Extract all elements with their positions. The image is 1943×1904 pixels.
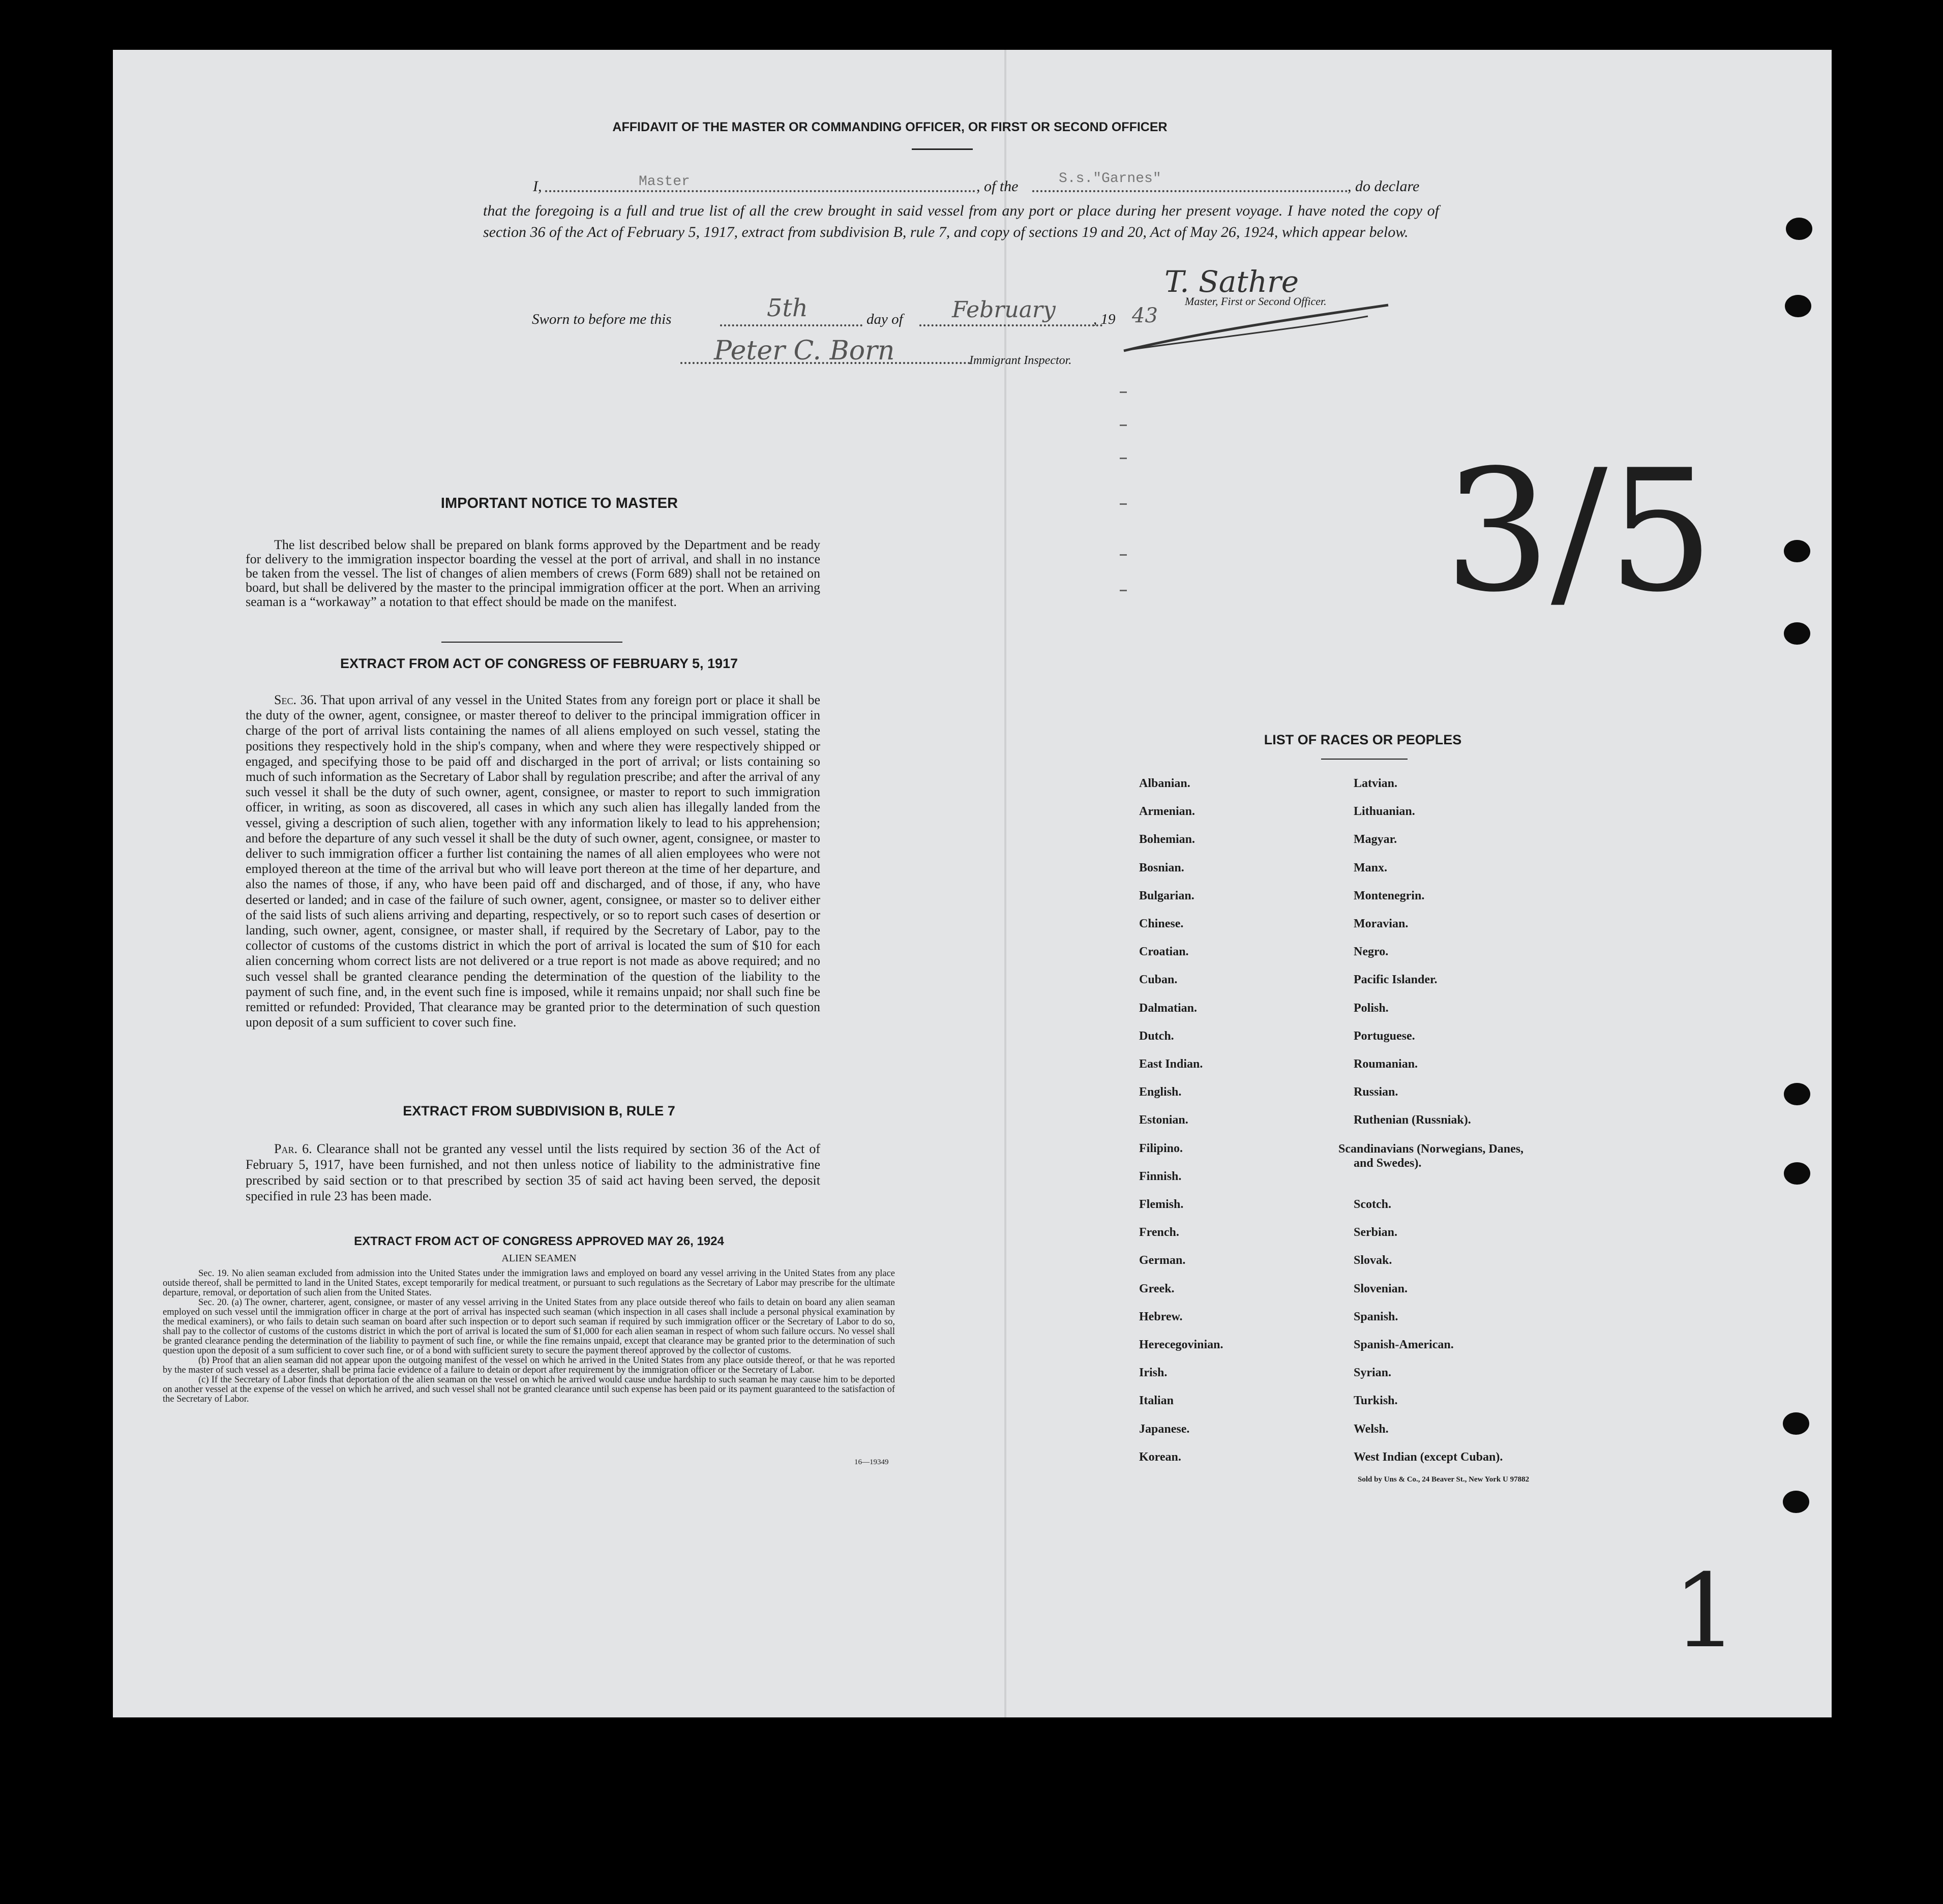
extract-1917-title: EXTRACT FROM ACT OF CONGRESS OF FEBRUARY 5, 1917 [340, 656, 738, 671]
race-item: Montenegrin. [1354, 889, 1425, 902]
name-line [545, 190, 975, 192]
race-item: Lithuanian. [1354, 805, 1415, 819]
race-item: Moravian. [1354, 917, 1409, 930]
par-6-label: Par. 6. [274, 1141, 312, 1156]
race-item: Magyar. [1354, 833, 1397, 847]
race-item: Filipino. [1139, 1141, 1183, 1155]
master-caption: Master, First or Second Officer. [1185, 295, 1327, 308]
margin-tick [1120, 391, 1127, 393]
punch-hole [1784, 622, 1810, 645]
punch-hole [1784, 540, 1810, 562]
of-the-label: , of the [976, 178, 1019, 195]
seller-note: Sold by Uns & Co., 24 Beaver St., New York U 97882 [1358, 1475, 1530, 1484]
affidavit-title: AFFIDAVIT OF THE MASTER OR COMMANDING OFFICER, OR FIRST OR SECOND OFFICER [612, 120, 1168, 134]
margin-tick [1120, 503, 1127, 505]
race-item: Herecegovinian. [1139, 1338, 1223, 1351]
race-item: Manx. [1354, 861, 1387, 874]
race-item: German. [1139, 1254, 1186, 1267]
sec-19: Sec. 19. No alien seaman excluded from admission into the United States under the immigration laws and employed on board any vessel arriving in the United States from any place outside thereof, shall be permitted to land in the United States, except temporarily for medical treatment, or pursuant to such regulations as the Secretary of Labor may prescribe for the ultimate departure, removal, or deportation of such alien from the United States. [163, 1268, 895, 1298]
vessel-line [1032, 190, 1348, 192]
notice-title: IMPORTANT NOTICE TO MASTER [440, 495, 678, 511]
title-rule [912, 148, 973, 150]
race-item: Flemish. [1139, 1198, 1184, 1211]
form-number: 16—19349 [854, 1458, 889, 1466]
race-item: Hebrew. [1139, 1310, 1183, 1323]
race-item: Polish. [1354, 1001, 1389, 1015]
race-item: Finnish. [1139, 1169, 1182, 1183]
punch-hole [1784, 1083, 1810, 1105]
day-of-label: day of [866, 311, 903, 327]
sec-20b: (b) Proof that an alien seaman did not appear upon the outgoing manifest of the vessel on which he arrived in the United States from any place outside thereof, or that he was reported by the master of such vessel as a deserter, shall be prima facie evidence of a failure to detain or deport after requirement by the immigration officer or the Secretary of Labor. [163, 1355, 895, 1375]
rule7-body [246, 1141, 820, 1204]
race-item: Italian [1139, 1394, 1174, 1408]
notice-body: The list described below shall be prepared on blank forms approved by the Department and be ready for delivery to the immigration inspector boarding the vessel at the port of arrival, and shall in no instance be taken from the vessel. The list of changes of alien members of crews (Form 689) shall not be retained on board, but shall be delivered by the master to the principal immigration officer at the port. When an arriving seaman is a “workaway” a notation to that effect should be made on the manifest. [246, 537, 820, 609]
section-rule [441, 642, 622, 643]
punch-hole [1783, 1491, 1809, 1513]
extract-1917-body [246, 692, 820, 1030]
race-item: Chinese. [1139, 917, 1184, 930]
race-item: Serbian. [1354, 1226, 1398, 1240]
inspector-caption: Immigrant Inspector. [969, 354, 1072, 367]
race-item: Portuguese. [1354, 1029, 1415, 1043]
affidavit-i-label: I, [533, 178, 542, 195]
master-name-typed: Master [639, 174, 690, 190]
sworn-month-line [919, 324, 1102, 326]
sworn-day-hand: 5th [767, 294, 808, 322]
year-hand: 43 [1132, 304, 1158, 327]
extract-1924-body [163, 1269, 895, 1404]
rule7-title: EXTRACT FROM SUBDIVISION B, RULE 7 [403, 1103, 675, 1119]
inspector-signature: Peter C. Born [714, 336, 895, 366]
alien-seamen-subtitle: ALIEN SEAMEN [501, 1253, 577, 1264]
race-item: Syrian. [1354, 1366, 1392, 1380]
race-item: Dalmatian. [1139, 1001, 1197, 1015]
race-item: West Indian (except Cuban). [1354, 1450, 1503, 1464]
race-item: Greek. [1139, 1282, 1175, 1295]
race-item: Spanish. [1354, 1310, 1398, 1323]
par-6-text: Clearance shall not be granted any vessel until the lists required by section 36 of the Act of February 5, 1917, have been furnished, and not then unless notice of liability to the administrative fine prescribed by said section or to that prescribed by section 35 of said act having been served, the deposit specified in rule 23 has been made. [246, 1141, 820, 1203]
sec-36-label: Sec. 36. [274, 692, 317, 707]
race-item: Estonian. [1139, 1113, 1188, 1127]
race-item: Slovak. [1354, 1254, 1392, 1267]
race-item: Turkish. [1354, 1394, 1398, 1408]
race-item: French. [1139, 1226, 1179, 1240]
page-fraction-hand: 3/5 [1444, 434, 1715, 629]
race-item: Ruthenian (Russniak). [1354, 1113, 1471, 1127]
race-item: Scotch. [1354, 1198, 1391, 1211]
race-item: Bohemian. [1139, 833, 1195, 847]
page-mark-hand: 1 [1673, 1552, 1738, 1671]
races-title: LIST OF RACES OR PEOPLES [1264, 732, 1462, 747]
race-item: Albanian. [1139, 777, 1190, 790]
signature-flourish [1114, 285, 1398, 361]
sec-20c: (c) If the Secretary of Labor finds that deportation of the alien seaman on the vessel on which he arrived would cause undue hardship to such seaman he may cause him to be deported on another vessel at the expense of the vessel on which he arrived, and such vessel shall not be granted clearance until such expense has been paid or its payment guaranteed to the satisfaction of the Secretary of Labor. [163, 1375, 895, 1404]
do-declare-label: , do declare [1348, 178, 1420, 195]
sworn-month-hand: February [952, 297, 1056, 323]
sworn-day-line [720, 324, 862, 326]
race-item: Russian. [1354, 1085, 1398, 1099]
race-item: Croatian. [1139, 945, 1189, 959]
race-item: Irish. [1139, 1366, 1168, 1380]
vessel-name-typed: S.s."Garnes" [1059, 171, 1161, 187]
race-item: Roumanian. [1354, 1057, 1418, 1071]
punch-hole [1784, 1162, 1810, 1185]
race-item: Slovenian. [1354, 1282, 1408, 1295]
race-item: Scandinavians (Norwegians, Danes, and Swedes). [1338, 1142, 1524, 1170]
margin-tick [1120, 425, 1127, 426]
race-item: Dutch. [1139, 1029, 1174, 1043]
punch-hole [1783, 1412, 1809, 1435]
affidavit-body: that the foregoing is a full and true list of all the crew brought in said vessel from any port or place during her present voyage. I have noted the copy of section 36 of the Act of February 5, 1917, extract from subdivision B, rule 7, and copy of sections 19 and 20, Act of May 26, 1924, which appear below. [483, 202, 1439, 240]
race-item: Bulgarian. [1139, 889, 1194, 902]
race-item: Bosnian. [1139, 861, 1184, 874]
race-item: Pacific Islander. [1354, 973, 1438, 987]
punch-hole [1786, 218, 1812, 240]
margin-tick [1120, 554, 1127, 556]
race-item: Armenian. [1139, 805, 1195, 819]
margin-tick [1120, 458, 1127, 459]
race-item: East Indian. [1139, 1057, 1203, 1071]
extract-1924-title: EXTRACT FROM ACT OF CONGRESS APPROVED MAY 26, 1924 [354, 1234, 724, 1248]
race-item: Welsh. [1354, 1422, 1389, 1436]
race-item: Cuban. [1139, 973, 1178, 987]
race-item: English. [1139, 1085, 1182, 1099]
punch-hole [1785, 295, 1811, 317]
master-signature: T. Sathre [1164, 264, 1299, 299]
margin-tick [1120, 590, 1127, 591]
sworn-label: Sworn to before me this [532, 311, 672, 327]
race-item: Japanese. [1139, 1422, 1190, 1436]
race-item: Spanish-American. [1354, 1338, 1454, 1351]
races-rule [1321, 759, 1408, 760]
year-prefix: , 19 [1093, 311, 1116, 327]
race-item: Korean. [1139, 1450, 1181, 1464]
sec-20a: Sec. 20. (a) The owner, charterer, agent, consignee, or master of any vessel arriving in the United States from any place outside thereof who fails to detain on board any alien seaman employed on such vessel until the immigration officer in charge at the port of arrival has inspected such seaman (which inspection in all cases shall include a personal physical examination by the medical examiners), or who fails to detain such seaman on board after such inspection or to deport such seaman if required by such immigration officer or the Secretary of Labor to do so, shall pay to the collector of customs of the customs district in which the port of arrival is located the sum of $1,000 for each alien seaman in respect of whom such failure occurs. No vessel shall be granted clearance pending the determination of the liability to payment of such fine, or while the fine remains unpaid, except that clearance may be granted prior to the determination of such question upon the deposit of a sum sufficient to cover such fine, or of a bond with sufficient surety to secure the payment thereof approved by the collector of customs. [163, 1297, 895, 1356]
sec-36-text: That upon arrival of any vessel in the United States from any foreign port or place it shall be the duty of the owner, agent, consignee, or master thereof to deliver to the principal immigration officer in charge of the port of arrival lists containing the names of all aliens employed on such vessel, stating the positions they respectively hold in the ship's company, when and where they were respectively shipped or engaged, and specifying those to be paid off and discharged in the port of arrival; or lists containing so much of such information as the Secretary of Labor shall by regulation prescribe; and after the arrival of any such vessel it shall be the duty of such owner, agent, consignee, or master to report to such immigration officer, in writing, as soon as discovered, all cases in which any such alien has illegally landed from the vessel, giving a description of such alien, together with any information likely to lead to his apprehension; and before the departure of any such vessel it shall be the duty of such owner, agent, consignee, or master to deliver to such immigration officer a further list containing the names of all alien employees who were not employed thereon at the time of the arrival but who will leave port thereon at the time of her departure, and also the names of those, if any, who have been paid off and discharged, and of those, if any, who have deserted or landed; and in case of the failure of such owner, agent, consignee, or master so to deliver either of the said lists of such aliens arriving and departing, respectively, or so to report such cases of desertion or landing, such owner, agent, consignee, or master shall, if required by the Secretary of Labor, pay to the collector of customs of the customs district in which the port of arrival is located the sum of $10 for each alien concerning whom correct lists are not delivered or a true report is not made as above required; and no such vessel shall be granted clearance pending the determination of the question of the liability to the payment of such fine, and, in the event such fine is imposed, while it remains unpaid; nor shall such fine be remitted or refunded: Provided, That clearance may be granted prior to the determination of such question upon deposit of a sum sufficient to cover such fine. [246, 692, 820, 1030]
race-item: Latvian. [1354, 777, 1398, 790]
race-item: Negro. [1354, 945, 1389, 959]
